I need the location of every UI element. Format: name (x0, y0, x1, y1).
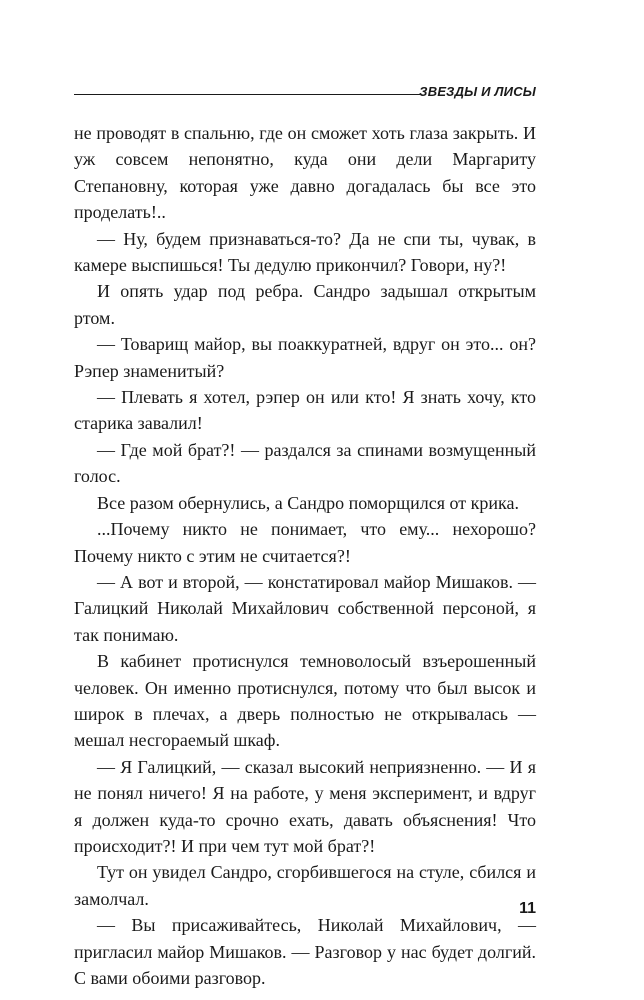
paragraph-8: ...Почему никто не понимает, что ему... нехорошо? Почему никто с этим не считается?! (74, 519, 536, 566)
paragraph-13: — Вы присаживайтесь, Николай Михайлович, — пригласил майор Мишаков. — Разговор у нас будет долгий. С вами обоими разговор. (74, 915, 536, 988)
header-rule (74, 94, 420, 95)
running-header (74, 84, 536, 106)
book-title: ЗВЕЗДЫ И ЛИСЫ (419, 84, 536, 99)
paragraph-2: — Ну, будем признаваться-то? Да не спи ты, чувак, в камере выспишься! Ты дедулю прикончил? Говори, ну?! (74, 228, 536, 276)
paragraph-3: И опять удар под ребра. Сандро задышал открытым ртом. (74, 281, 536, 328)
paragraph-11: — Я Галицкий, — сказал высокий неприязненно. — И я не понял ничего! Я на работе, у меня эксперимент, и вдруг я должен куда-то срочно ехать, давать объяснения! Что происходит?! И при чем тут мой брат?! (74, 756, 536, 856)
paragraph-12: Тут он увидел Сандро, сгорбившегося на стуле, сбился и замолчал. (74, 862, 536, 909)
paragraph-6: — Где мой брат?! — раздался за спинами возмущенный голос. (74, 439, 536, 487)
page-number: 11 (519, 900, 536, 917)
paragraph-9: — А вот и второй, — констатировал майор Мишаков. — Галицкий Николай Михайлович собственной персоной, я так понимаю. (74, 571, 536, 645)
paragraph-5: — Плевать я хотел, рэпер он или кто! Я знать хочу, кто старика завалил! (74, 387, 536, 434)
page-body (74, 120, 536, 991)
paragraph-10: В кабинет протиснулся темноволосый взъерошенный человек. Он именно протиснулся, потому что был высок и широк в плечах, а дверь полностью не открывалась — мешал несгораемый шкаф. (74, 651, 536, 751)
paragraph-1: не проводят в спальню, где он сможет хоть глаза закрыть. И уж совсем непонятно, куда они дели Маргариту Степановну, которая уже давно догадалась бы все это проделать!.. (74, 123, 536, 223)
paragraph-7: Все разом обернулись, а Сандро поморщился от крика. (97, 492, 519, 513)
paragraph-4: — Товарищ майор, вы поаккуратней, вдруг он это... он? Рэпер знаменитый? (74, 334, 536, 381)
